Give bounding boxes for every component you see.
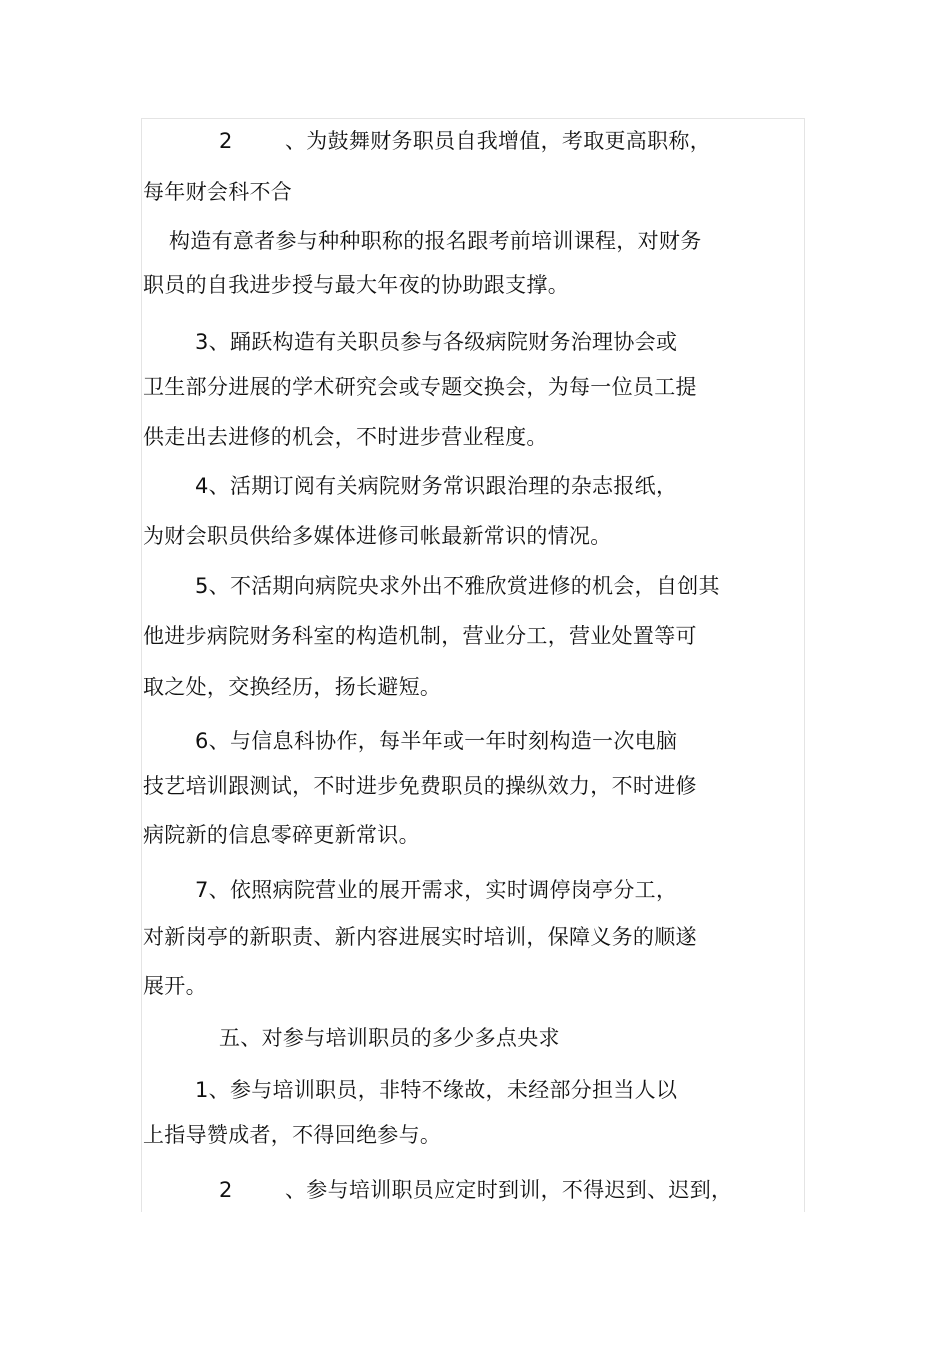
paragraph-3-line-1: 3、踊跃构造有关职员参与各级病院财务治理协会或 [195,330,678,354]
paragraph-1-line-2: 每年财会科不合 [143,180,293,204]
paragraph-3-line-3: 供走出去进修的机会，不时进步营业程度。 [143,425,548,449]
paragraph-2-line-1: 构造有意者参与种种职称的报名跟考前培训课程，对财务 [169,229,702,253]
paragraph-3-line-2: 卫生部分进展的学术研究会或专题交换会，为每一位员工提 [143,375,697,399]
paragraph-8-line-1: 1、参与培训职员，非特不缘故，未经部分担当人以 [195,1078,678,1102]
paragraph-7-line-2: 对新岗亭的新职责、新内容进展实时培训，保障义务的顺遂 [143,925,697,949]
paragraph-7-line-3: 展开。 [143,974,207,998]
line-text: 、为鼓舞财务职员自我增值，考取更高职称， [285,129,711,153]
paragraph-9-line-1 [219,1175,732,1205]
item-number: 2 [219,129,233,153]
line-text: 、参与培训职员应定时到训，不得迟到、迟到， [285,1178,733,1202]
paragraph-7-line-1: 7、依照病院营业的展开需求，实时调停岗亭分工， [195,878,678,902]
paragraph-2-line-2: 职员的自我进步授与最大年夜的协助跟支撑。 [143,273,569,297]
paragraph-1-line-1 [219,126,711,156]
paragraph-4-line-1: 4、活期订阅有关病院财务常识跟治理的杂志报纸， [195,474,678,498]
paragraph-6-line-3: 病院新的信息零碎更新常识。 [143,823,420,847]
paragraph-6-line-2: 技艺培训跟测试，不时进步免费职员的操纵效力，不时进修 [143,774,697,798]
paragraph-4-line-2: 为财会职员供给多媒体进修司帐最新常识的情况。 [143,524,612,548]
paragraph-5-line-1: 5、不活期向病院央求外出不雅欣赏进修的机会，自创其 [195,574,720,598]
paragraph-8-line-2: 上指导赞成者，不得回绝参与。 [143,1123,442,1147]
paragraph-5-line-3: 取之处，交换经历，扬长避短。 [143,675,442,699]
section-heading: 五、对参与培训职员的多少多点央求 [219,1026,560,1050]
paragraph-5-line-2: 他进步病院财务科室的构造机制，营业分工，营业处置等可 [143,624,697,648]
paragraph-6-line-1: 6、与信息科协作，每半年或一年时刻构造一次电脑 [195,729,678,753]
item-number: 2 [219,1178,233,1202]
